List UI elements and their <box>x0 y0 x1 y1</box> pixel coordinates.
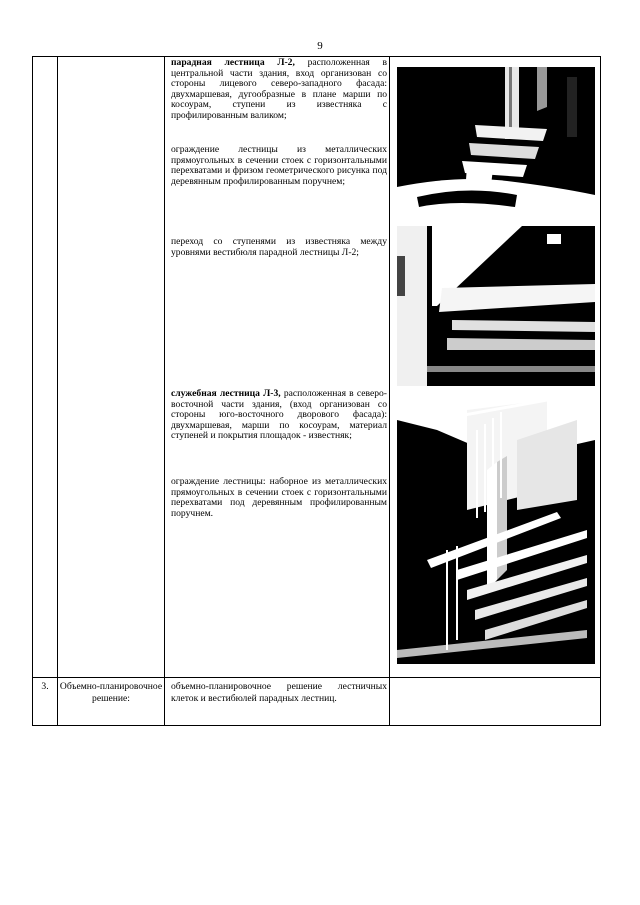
stair-l3-railing: ограждение лестницы: наборное из металлических прямоугольных в сечении стоек с горизонтальными перехватами под деревянным профилированным поручнем. <box>171 476 387 519</box>
stair-l2-transition: переход со ступенями из известняка между уровнями вестибюля парадной лестницы Л-2; <box>171 236 387 258</box>
stair-l2-title: парадная лестница Л-2, <box>171 57 295 68</box>
table-row <box>32 677 601 726</box>
stair-l3-text: расположенная в северо-восточной части здания, (вход организован со стороны юго-восточного дворового фасада): двухмаршевая, марши по косоурам, материал ступеней и покрытия площадок - известняк; <box>171 388 388 442</box>
row-description: объемно-планировочное решение лестничных клеток и вестибюлей парадных лестниц. <box>171 681 387 704</box>
stair-l2-description <box>171 58 387 122</box>
column-divider <box>164 678 165 725</box>
stair-l3-description <box>171 389 387 442</box>
column-divider <box>389 678 390 725</box>
stair-l2-text: расположенная в центральной части здания, вход организован со стороны лицевого северо-западного фасада: двухмаршевая, дугообразные в плане марши по косоурам, ступени из известняка с профилированным валиком; <box>171 57 387 121</box>
row-name: Объемно-планировочное решение: <box>59 681 163 704</box>
photo-vestibule-steps <box>397 226 595 386</box>
photo-staircase-l2 <box>397 67 595 215</box>
row-number: 3. <box>41 681 49 692</box>
column-divider <box>57 57 58 677</box>
column-divider <box>164 57 165 677</box>
page-number: 9 <box>317 40 323 52</box>
stair-l2-railing: ограждение лестницы из металлических прямоугольных в сечении стоек с горизонтальными перехватами и фризом геометрического рисунка под деревянным профилированным поручнем; <box>171 144 387 187</box>
column-divider <box>389 57 390 677</box>
stair-l3-title: служебная лестница Л-3, <box>171 388 281 399</box>
photo-staircase-l3 <box>397 400 595 664</box>
table-row <box>32 56 601 678</box>
